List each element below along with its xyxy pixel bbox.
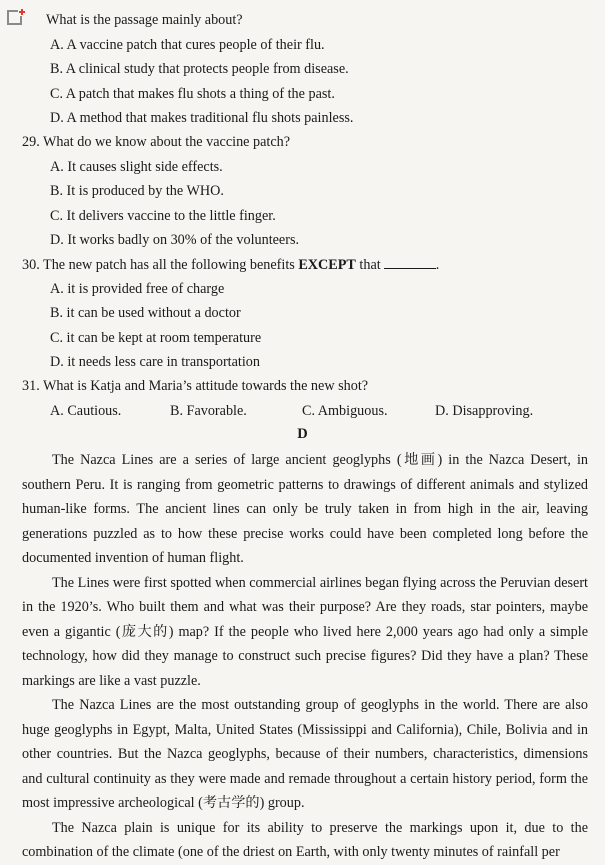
question-31-option-c: C. Ambiguous.: [302, 403, 388, 419]
question-30-stem: [22, 256, 439, 274]
question-29-stem: 29. What do we know about the vaccine patch?: [22, 134, 291, 150]
question-28-option-c: C. A patch that makes flu shots a thing of the past.: [50, 86, 335, 102]
question-28-option-d: D. A method that makes traditional flu shots painless.: [50, 110, 354, 126]
question-30-stem-text: 30. The new patch has all the following benefits: [22, 257, 299, 273]
answer-blank: [384, 256, 436, 269]
question-30-option-c: C. it can be kept at room temperature: [50, 330, 262, 346]
question-30-stem-period: .: [435, 257, 440, 273]
question-29-option-c: C. It delivers vaccine to the little finger.: [50, 208, 276, 224]
passage: [22, 448, 588, 865]
question-28-stem: What is the passage mainly about?: [46, 12, 243, 28]
question-29-option-d: D. It works badly on 30% of the volunteers.: [50, 232, 300, 248]
question-31-option-d: D. Disapproving.: [435, 403, 534, 419]
question-31-option-b: B. Favorable.: [170, 403, 247, 419]
question-29-option-a: A. It causes slight side effects.: [50, 159, 223, 175]
passage-paragraph-3: The Nazca Lines are the most outstanding group of geoglyphs in the world. There are also huge geoglyphs in Egypt, Malta, United States (Mississippi and California), Chile, Bolivia and in other countries. But the Nazca geoglyphs, because of their numbers, characteristics, dimensions and cultural continuity as they were made and remade throughout a certain history period, form the most impressive archeological (考古学的) group.: [22, 697, 588, 811]
question-28-option-a: A. A vaccine patch that cures people of their flu.: [50, 37, 325, 53]
question-30-stem-emphasis: EXCEPT: [298, 257, 356, 273]
question-28-option-b: B. A clinical study that protects people from disease.: [50, 61, 349, 77]
question-30-stem-tail: that: [355, 257, 381, 273]
passage-paragraph-2: The Lines were first spotted when commercial airlines began flying across the Peruvian desert in the 1920’s. Who built them and what was their purpose? Are they roads, star pointers, maybe even a gigantic (庞大的) map? If the people who lived here 2,000 years ago had only a simple technology, how did they manage to construct such precise figures? Did they have a plan? These markings are like a vast puzzle.: [22, 574, 588, 689]
question-31-option-a: A. Cautious.: [50, 403, 122, 419]
question-30-option-a: A. it is provided free of charge: [50, 281, 225, 297]
question-29-option-b: B. It is produced by the WHO.: [50, 183, 224, 199]
logo-icon: [6, 6, 28, 28]
passage-paragraph-4: The Nazca plain is unique for its ability to preserve the markings upon it, due to the combination of the climate (one of the driest on Earth, with only twenty minutes of rainfall per: [22, 819, 588, 860]
section-heading: D: [297, 426, 308, 442]
question-30-option-d: D. it needs less care in transportation: [50, 354, 260, 370]
question-30-option-b: B. it can be used without a doctor: [50, 305, 241, 321]
question-31-stem: 31. What is Katja and Maria’s attitude towards the new shot?: [22, 378, 369, 394]
passage-paragraph-1: The Nazca Lines are a series of large ancient geoglyphs (地画) in the Nazca Desert, in southern Peru. It is ranging from geometric patterns to drawings of different animals and stylized human-like forms. The ancient lines can only be truly taken in from high in the air, leaving generations puzzled as to how these precise works could have been completed long before the documented invention of human flight.: [22, 452, 588, 566]
